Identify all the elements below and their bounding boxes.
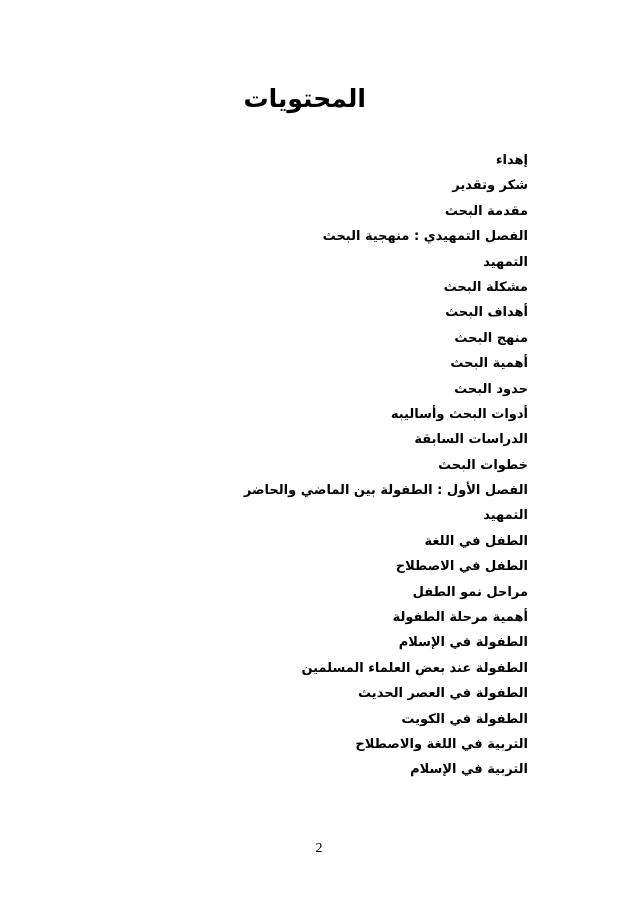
toc-item: أدوات البحث وأساليبه <box>390 406 528 422</box>
toc-item: الطفولة في الكويت <box>401 711 528 727</box>
toc-item: الطفل في الاصطلاح <box>395 559 528 575</box>
toc-item: أهمية مرحلة الطفولة <box>392 610 528 626</box>
table-of-contents <box>108 148 528 783</box>
toc-item: الدراسات السابقة <box>414 432 528 448</box>
toc-item: الطفل في اللغة <box>424 533 528 549</box>
toc-item: التربية في اللغة والاصطلاح <box>355 736 528 752</box>
toc-item: الطفولة في العصر الحديث <box>358 686 528 702</box>
toc-item: شكر وتقدير <box>452 178 528 194</box>
toc-item: التربية في الإسلام <box>410 762 528 778</box>
toc-item: مراحل نمو الطفل <box>412 584 528 600</box>
toc-item: أهداف البحث <box>445 305 528 321</box>
toc-item: أهمية البحث <box>450 356 528 372</box>
page-number: 2 <box>315 841 323 856</box>
toc-item: مشكلة البحث <box>443 279 528 295</box>
toc-item: التمهيد <box>483 254 528 270</box>
toc-item: إهداء <box>495 153 528 168</box>
toc-item: حدود البحث <box>454 381 528 397</box>
toc-item: الفصل الأول : الطفولة بين الماضي والحاضر <box>243 483 528 499</box>
page-title: المحتويات <box>243 84 366 113</box>
toc-item: منهج البحث <box>454 330 528 346</box>
toc-item: الطفولة عند بعض العلماء المسلمين <box>301 660 528 676</box>
toc-item: التمهيد <box>483 508 528 524</box>
toc-item: خطوات البحث <box>437 457 528 473</box>
toc-item: الطفولة في الإسلام <box>398 635 528 651</box>
toc-item: مقدمة البحث <box>444 203 528 219</box>
toc-item: الفصل التمهيدي : منهجية البحث <box>322 229 528 245</box>
